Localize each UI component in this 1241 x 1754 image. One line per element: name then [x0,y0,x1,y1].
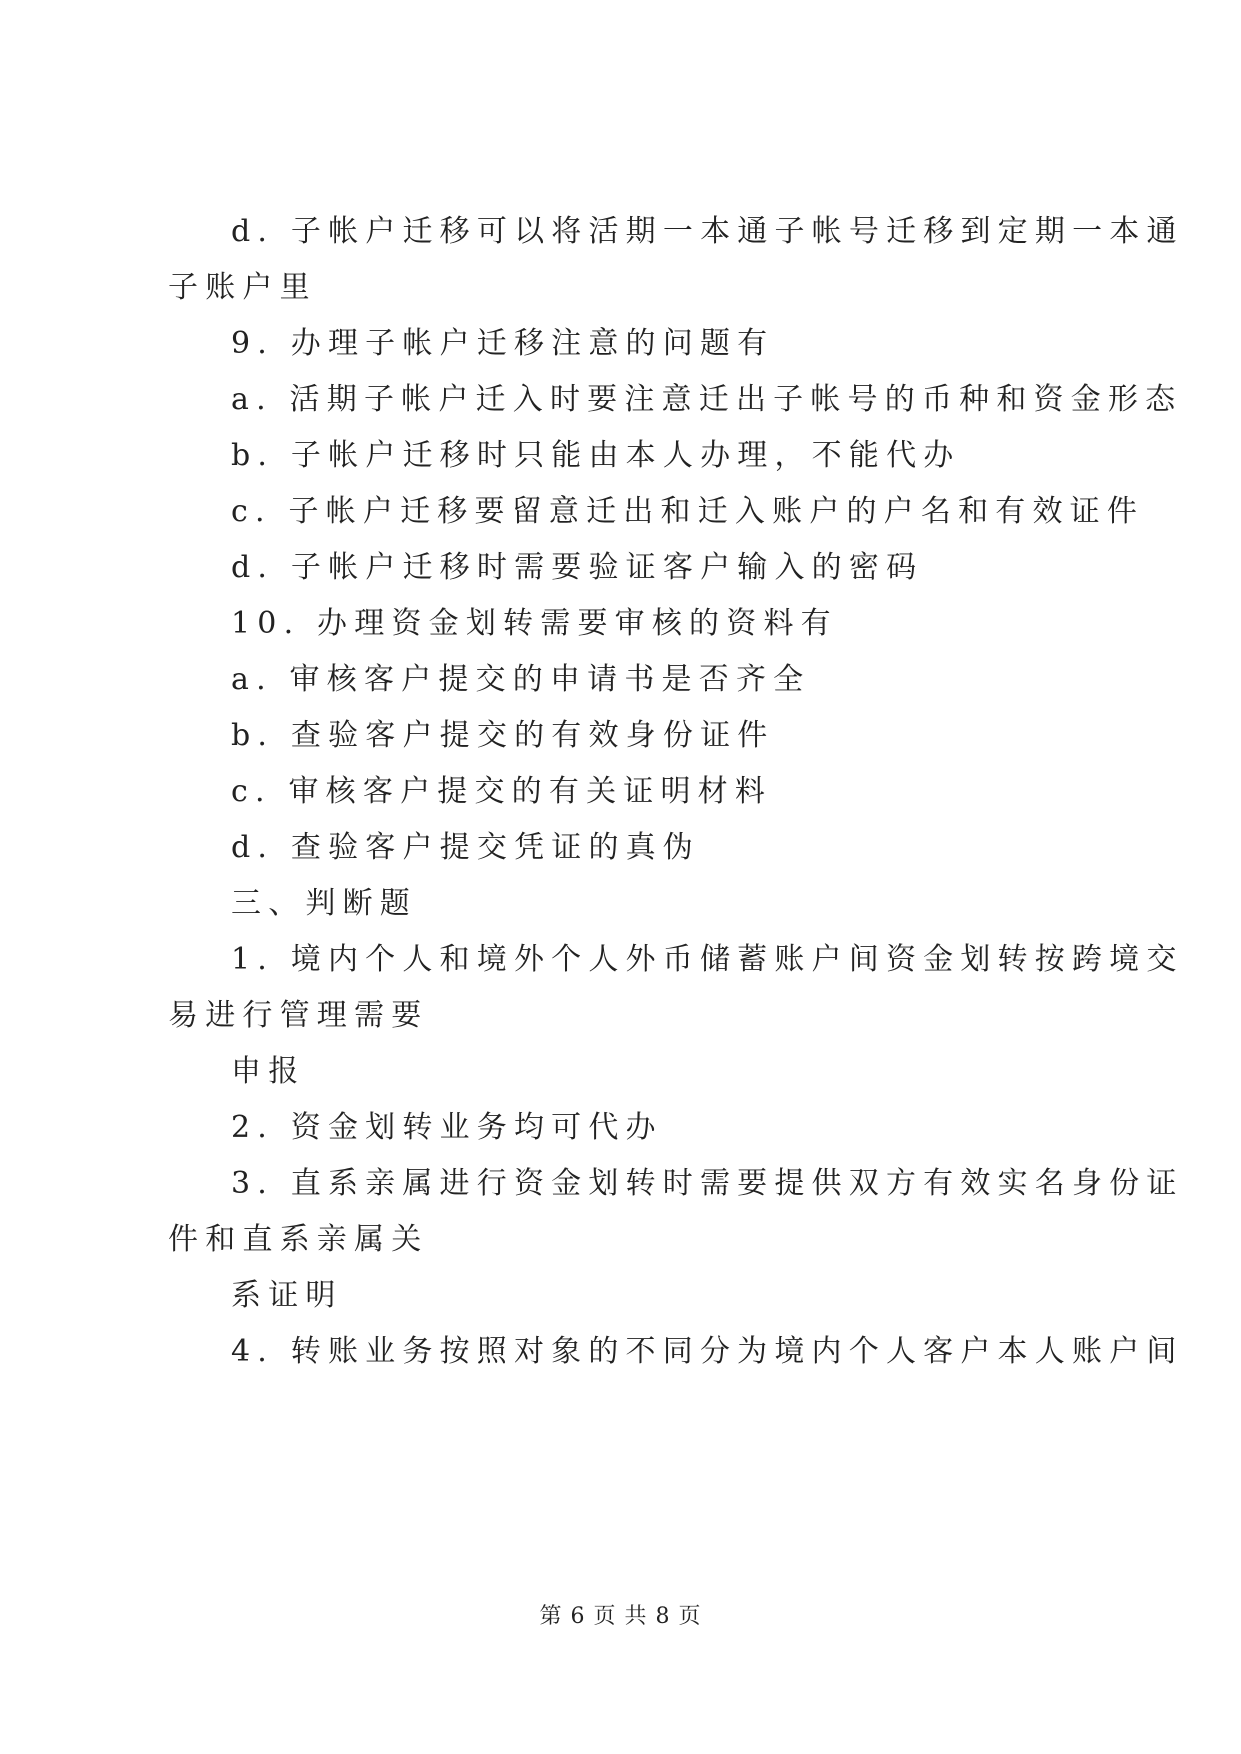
text-line: c. 审核客户提交的有关证明材料 [231,774,773,809]
text-line: c. 子帐户迁移要留意迁出和迁入账户的户名和有效证件 [231,494,1145,529]
text-line: 系证明 [231,1278,343,1313]
text-line: 易进行管理需要 [168,998,429,1033]
text-line: 申报 [231,1054,306,1089]
text-line: 件和直系亲属关 [168,1222,429,1257]
text-line: 4. 转账业务按照对象的不同分为境内个人客户本人账户间 [231,1334,1184,1369]
text-line: 2. 资金划转业务均可代办 [231,1110,663,1145]
text-line: 3. 直系亲属进行资金划转时需要提供双方有效实名身份证 [231,1166,1184,1201]
text-line: b. 子帐户迁移时只能由本人办理，不能代办 [231,438,961,473]
text-line: 子账户里 [168,270,317,305]
text-line: a. 活期子帐户迁入时要注意迁出子帐号的币种和资金形态 [231,382,1183,417]
text-line: b. 查验客户提交的有效身份证件 [231,718,775,753]
text-line: d. 子帐户迁移时需要验证客户输入的密码 [231,550,924,585]
page-footer: 第 6 页 共 8 页 [539,1604,702,1629]
text-line: a. 审核客户提交的申请书是否齐全 [231,662,811,697]
text-line: d. 子帐户迁移可以将活期一本通子帐号迁移到定期一本通 [231,214,1184,249]
text-line: 1. 境内个人和境外个人外币储蓄账户间资金划转按跨境交 [231,942,1184,977]
section-heading: 三、判断题 [231,886,417,921]
text-line: 9. 办理子帐户迁移注意的问题有 [231,326,775,361]
section-heading: 10. 办理资金划转需要审核的资料有 [231,606,838,641]
text-line: d. 查验客户提交凭证的真伪 [231,830,701,865]
